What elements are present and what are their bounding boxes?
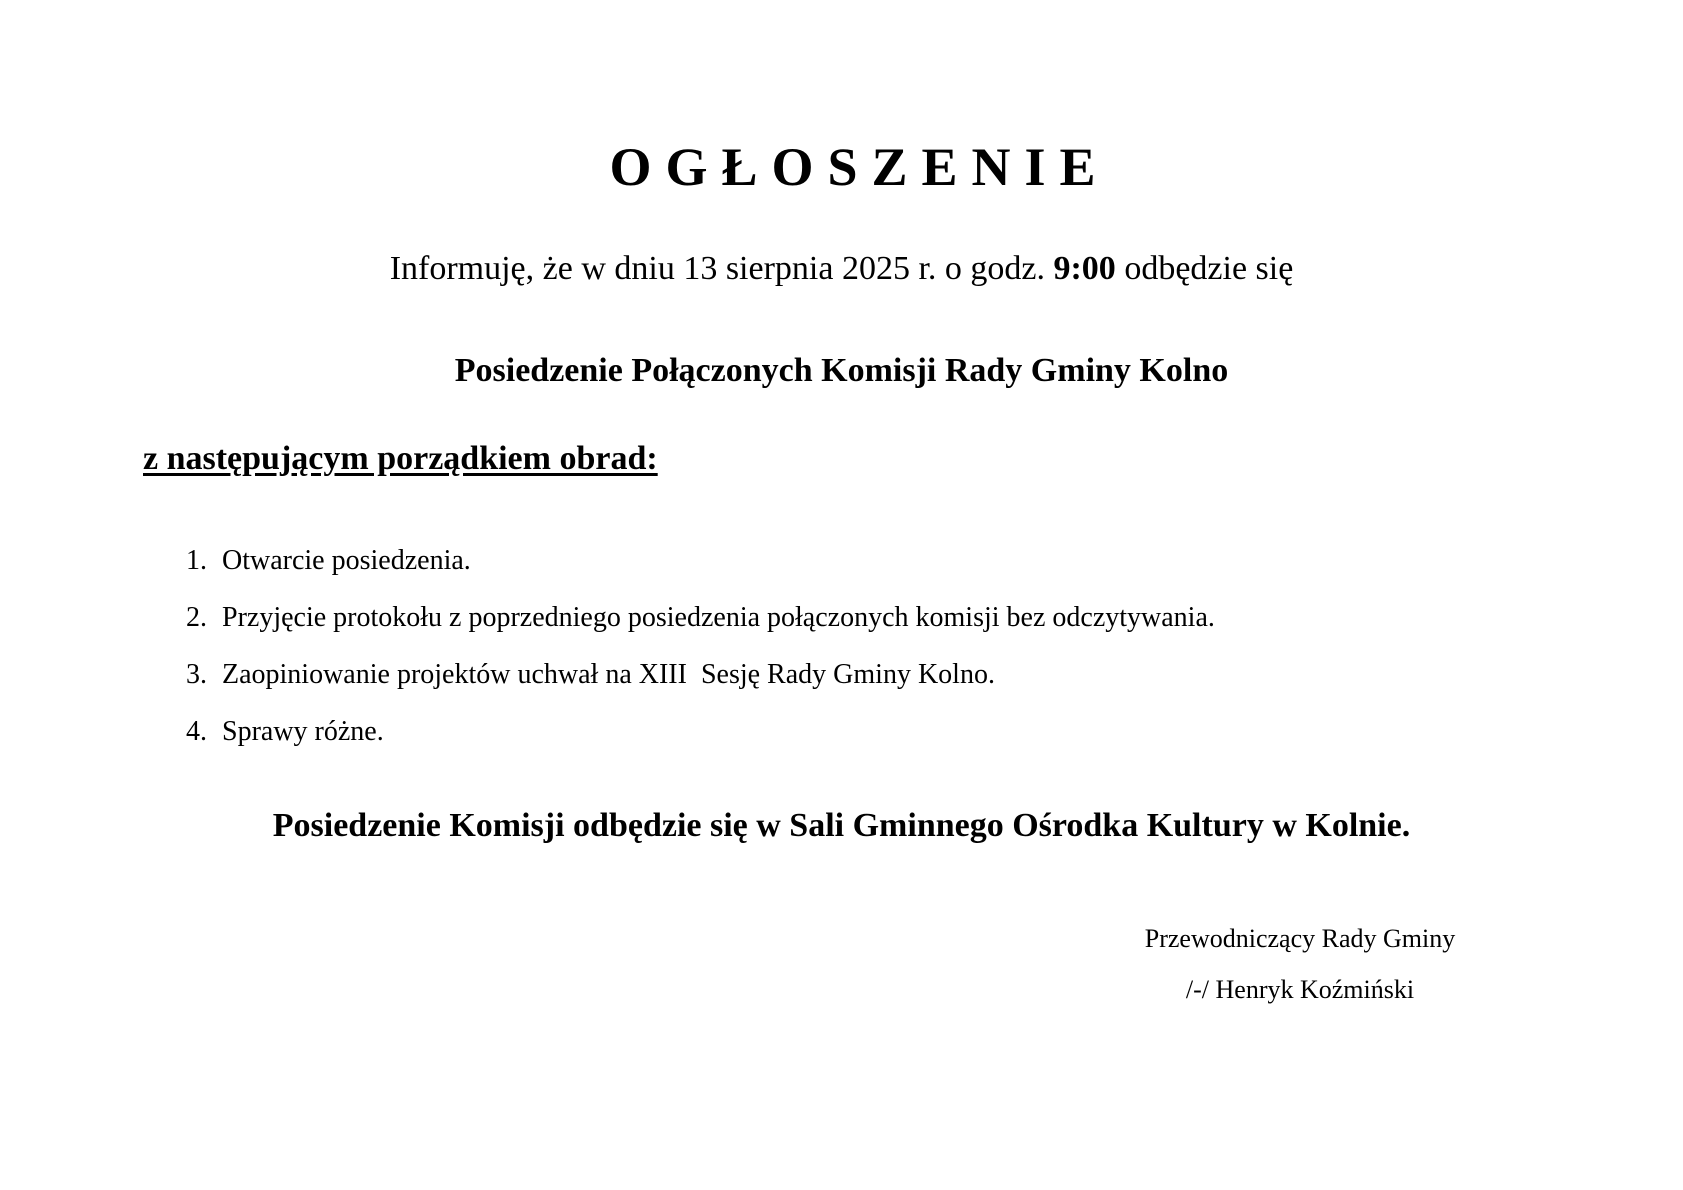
meeting-time: 9:00: [1053, 250, 1116, 287]
agenda-item: [186, 657, 1215, 714]
agenda-item-number: 1.: [186, 545, 207, 576]
agenda-heading: z następującym porządkiem obrad:: [143, 440, 658, 477]
agenda-item: [186, 714, 1215, 771]
signature-name: /-/ Henryk Koźmiński: [1185, 975, 1415, 1004]
document-title: OGŁOSZENIE: [609, 137, 1110, 197]
agenda-list: [186, 543, 1215, 771]
meeting-location: Posiedzenie Komisji odbędzie się w Sali Gminnego Ośrodka Kultury w Kolnie.: [272, 807, 1411, 844]
intro-paragraph: [0, 250, 1683, 287]
agenda-item-text: Zaopiniowanie projektów uchwał na XIII Sesję Rady Gminy Kolno.: [222, 659, 995, 690]
signature-role: Przewodniczący Rady Gminy: [1144, 924, 1456, 953]
agenda-item: [186, 543, 1215, 600]
agenda-item: [186, 600, 1215, 657]
agenda-item-text: Przyjęcie protokołu z poprzedniego posiedzenia połączonych komisji bez odczytywania.: [222, 602, 1215, 633]
intro-text-before: Informuję, że w dniu 13 sierpnia 2025 r. o godz.: [389, 250, 1054, 287]
agenda-item-number: 3.: [186, 659, 207, 690]
intro-text-after: odbędzie się: [1115, 250, 1294, 287]
agenda-item-text: Otwarcie posiedzenia.: [222, 545, 471, 576]
agenda-item-number: 2.: [186, 602, 207, 633]
agenda-item-text: Sprawy różne.: [222, 716, 384, 747]
meeting-title: Posiedzenie Połączonych Komisji Rady Gminy Kolno: [454, 352, 1229, 389]
agenda-item-number: 4.: [186, 716, 207, 747]
